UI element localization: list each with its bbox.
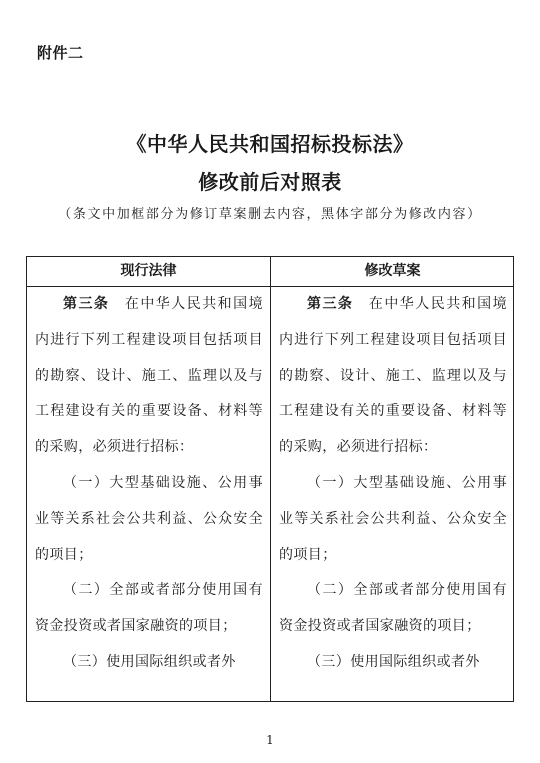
- explanatory-note: （条文中加框部分为修订草案删去内容，黑体字部分为修改内容）: [58, 207, 482, 222]
- article-text: 在中华人民共和国境内进行下列工程建设项目包括项目的勘察、设计、施工、监理以及与工程建设有关的重要设备、材料等的采购，必须进行招标：: [35, 296, 263, 456]
- current-law-article: [35, 287, 263, 466]
- draft-amendment-item-1: （一）大型基础设施、公用事业等关系社会公共利益、公众安全的项目；: [279, 474, 507, 563]
- article-number: 第三条: [307, 296, 354, 312]
- article-text: 在中华人民共和国境内进行下列工程建设项目包括项目的勘察、设计、施工、监理以及与工程建设有关的重要设备、材料等的采购，必须进行招标：: [279, 296, 507, 456]
- attachment-label: 附件二: [37, 44, 84, 62]
- column-divider: [270, 257, 271, 701]
- draft-amendment-column: [279, 287, 507, 681]
- comparison-table: [26, 256, 514, 702]
- draft-amendment-article: [279, 287, 507, 466]
- draft-amendment-item-2: （二）全部或者部分使用国有资金投资或者国家融资的项目；: [279, 582, 507, 635]
- current-law-item-3: （三）使用国际组织或者外: [63, 653, 236, 670]
- current-law-column: [35, 287, 263, 681]
- current-law-item-1: （一）大型基础设施、公用事业等关系社会公共利益、公众安全的项目；: [35, 474, 263, 563]
- draft-amendment-item-3: （三）使用国际组织或者外: [307, 653, 480, 670]
- page-number: 1: [266, 733, 274, 747]
- document-subtitle: 修改前后对照表: [198, 170, 342, 194]
- header-current-law: 现行法律: [120, 263, 177, 279]
- header-draft-amendment: 修改草案: [364, 263, 421, 279]
- current-law-item-2: （二）全部或者部分使用国有资金投资或者国家融资的项目；: [35, 582, 263, 635]
- document-title: 《中华人民共和国招标投标法》: [126, 132, 414, 156]
- article-number: 第三条: [63, 296, 110, 312]
